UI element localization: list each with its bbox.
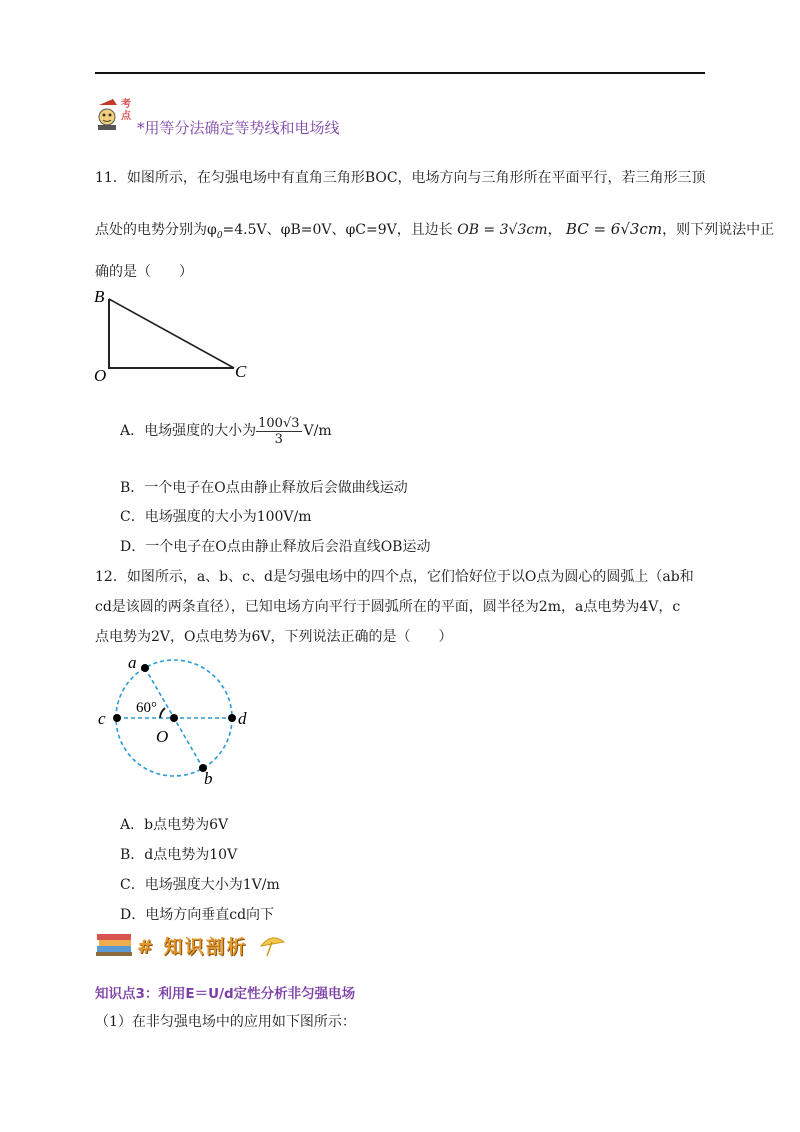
angle-arc [160,708,165,718]
knowledge-point-title: 知识点3：利用E＝U/d定性分析非匀强电场 [95,986,356,1002]
topic-heading: *用等分法确定等势线和电场线 [137,119,340,137]
banner-hash: # [137,936,155,958]
umbrella-icon [258,932,286,958]
label-O: O [156,727,169,746]
knowledge-banner [137,932,248,959]
q11-option-a-text: A．电场强度的大小为 [120,423,257,439]
q11-line2-a: 点处的电势分别为φ [95,222,217,238]
label-O: O [94,366,107,384]
q11-line2: 点处的电势分别为$\varphi_0=4.5V$、φB=0V、φC=9V，且边长 OB = 3√3cm， BC = 6√3cm，则下列说法中正 [95,220,775,241]
label-c: c [98,709,106,728]
angle-label: 60° [136,700,157,716]
circle-figure [90,652,260,787]
q11-option-b: B．一个电子在O点由静止释放后会做曲线运动 [120,480,408,496]
fraction-denominator: 3 [274,431,283,447]
point-a [141,664,149,672]
q11-line2-end: ，则下列说法中正 [662,222,775,238]
q12-option-a: A．b点电势为6V [120,817,229,833]
badge-top: 考 [121,99,131,110]
header-rule [95,72,705,74]
badge-label [121,99,131,123]
point-O [170,714,178,722]
label-C: C [235,362,247,381]
triangle-hypotenuse [109,299,234,368]
label-b: b [204,769,213,787]
q11-bc-eq: BC = 6√3cm [565,220,663,238]
label-d: d [238,709,247,728]
banner-text: 知识剖析 [163,936,248,958]
q12-line2: cd是该圆的两条直径），已知电场方向平行于圆弧所在的平面，圆半径为2m，a点电势为4V，c [95,599,681,615]
q12-line1: 12．如图所示，a、b、c、d是匀强电场中的四个点，它们恰好位于以O点为圆心的圆弧上（ab和 [95,569,694,585]
triangle-figure [88,284,258,384]
knowledge-point-line1: （1）在非匀强电场中的应用如下图所示： [95,1014,356,1030]
q12-option-b: B．d点电势为10V [120,847,238,863]
q11-line2-rest: =4.5V、φB=0V、φC=9V，且边长 [222,222,453,238]
q11-option-a-unit: V/m [303,423,332,439]
label-B: B [94,287,105,306]
q11-option-d: D．一个电子在O点由静止释放后会沿直线OB运动 [120,539,431,555]
q11-ob-eq: OB = 3√3cm [457,222,548,238]
q12-option-d: D．电场方向垂直cd向下 [120,907,275,923]
badge-bottom: 点 [121,111,131,122]
q11-line3: 确的是（ ） [95,264,193,280]
q11-option-a-fraction [256,416,301,447]
q11-line1: 11．如图所示，在匀强电场中有直角三角形BOC，电场方向与三角形所在平面平行，若三角形三顶 [95,170,706,186]
q11-option-c: C．电场强度的大小为100V/m [120,509,312,525]
point-c [113,714,121,722]
point-d [228,714,236,722]
q11-option-a [120,410,332,452]
fraction-numerator: 100√3 [258,415,300,431]
label-a: a [128,653,137,672]
books-icon [95,930,135,958]
q12-line3: 点电势为2V，O点电势为6V，下列说法正确的是（ ） [95,629,453,645]
q12-option-c: C．电场强度大小为1V/m [120,877,280,893]
